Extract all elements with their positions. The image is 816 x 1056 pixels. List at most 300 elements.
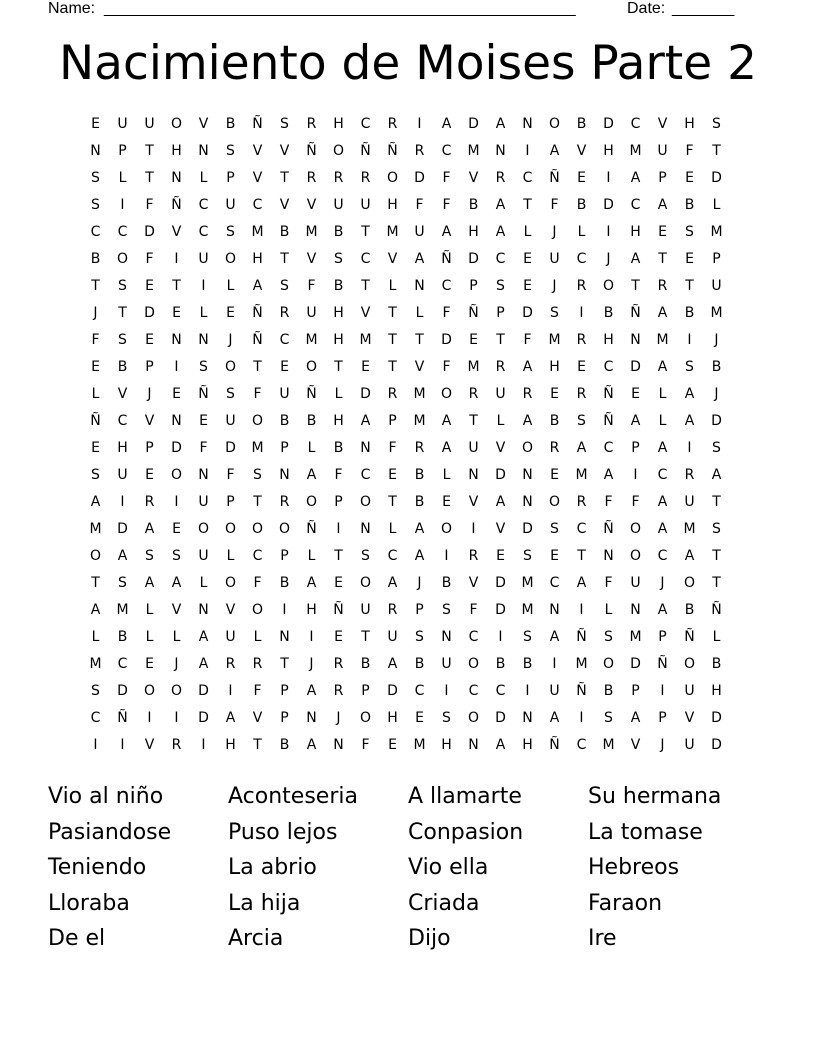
grid-letter[interactable]: S: [604, 710, 613, 726]
grid-letter[interactable]: F: [604, 575, 613, 591]
grid-letter[interactable]: P: [658, 170, 667, 186]
grid-letter[interactable]: E: [91, 116, 100, 132]
grid-letter[interactable]: I: [93, 737, 98, 753]
grid-letter[interactable]: U: [198, 251, 209, 267]
grid-letter[interactable]: L: [496, 413, 505, 429]
grid-letter[interactable]: I: [309, 629, 314, 645]
grid-letter[interactable]: D: [603, 116, 614, 132]
grid-letter[interactable]: Ñ: [360, 143, 371, 159]
grid-letter[interactable]: N: [468, 467, 479, 483]
grid-letter[interactable]: M: [116, 602, 129, 618]
grid-letter[interactable]: S: [226, 224, 235, 240]
grid-letter[interactable]: A: [198, 629, 209, 645]
grid-letter[interactable]: B: [414, 494, 425, 510]
grid-letter[interactable]: T: [172, 278, 181, 294]
grid-letter[interactable]: V: [468, 494, 479, 510]
grid-letter[interactable]: U: [684, 494, 695, 510]
grid-letter[interactable]: T: [145, 143, 154, 159]
grid-letter[interactable]: L: [199, 170, 208, 186]
grid-letter[interactable]: V: [468, 575, 479, 591]
grid-letter[interactable]: E: [145, 467, 154, 483]
grid-letter[interactable]: M: [575, 656, 588, 672]
grid-letter[interactable]: M: [683, 521, 696, 537]
grid-letter[interactable]: R: [522, 386, 533, 402]
grid-letter[interactable]: J: [174, 656, 179, 672]
grid-letter[interactable]: A: [90, 494, 101, 510]
grid-letter[interactable]: U: [360, 602, 371, 618]
grid-letter[interactable]: C: [279, 332, 290, 348]
grid-letter[interactable]: T: [280, 170, 289, 186]
grid-letter[interactable]: U: [387, 629, 398, 645]
grid-letter[interactable]: T: [118, 305, 127, 321]
grid-letter[interactable]: Ñ: [711, 602, 722, 618]
grid-letter[interactable]: R: [387, 602, 398, 618]
grid-letter[interactable]: U: [333, 197, 344, 213]
grid-letter[interactable]: A: [306, 467, 317, 483]
grid-letter[interactable]: N: [549, 602, 560, 618]
date-field[interactable]: _______: [672, 0, 735, 17]
grid-letter[interactable]: E: [388, 737, 397, 753]
grid-letter[interactable]: S: [685, 359, 694, 375]
grid-letter[interactable]: A: [630, 170, 641, 186]
grid-letter[interactable]: V: [279, 143, 290, 159]
grid-letter[interactable]: P: [145, 359, 154, 375]
grid-letter[interactable]: I: [579, 710, 584, 726]
grid-letter[interactable]: A: [90, 602, 101, 618]
grid-letter[interactable]: C: [360, 251, 371, 267]
grid-letter[interactable]: J: [147, 386, 152, 402]
grid-letter[interactable]: M: [656, 332, 669, 348]
grid-letter[interactable]: A: [441, 116, 452, 132]
grid-letter[interactable]: O: [278, 521, 291, 537]
grid-letter[interactable]: D: [495, 575, 506, 591]
grid-letter[interactable]: M: [575, 467, 588, 483]
grid-letter[interactable]: O: [197, 521, 210, 537]
grid-letter[interactable]: S: [253, 467, 262, 483]
grid-letter[interactable]: E: [550, 386, 559, 402]
grid-letter[interactable]: Ñ: [630, 305, 641, 321]
grid-letter[interactable]: V: [171, 224, 182, 240]
grid-letter[interactable]: I: [282, 602, 287, 618]
grid-letter[interactable]: P: [658, 710, 667, 726]
grid-letter[interactable]: H: [333, 305, 344, 321]
grid-letter[interactable]: B: [603, 305, 614, 321]
grid-letter[interactable]: D: [711, 170, 722, 186]
grid-letter[interactable]: D: [711, 737, 722, 753]
grid-letter[interactable]: P: [280, 683, 289, 699]
grid-letter[interactable]: P: [631, 440, 640, 456]
grid-letter[interactable]: F: [388, 440, 397, 456]
grid-letter[interactable]: I: [174, 359, 179, 375]
grid-letter[interactable]: L: [145, 629, 154, 645]
grid-letter[interactable]: M: [629, 143, 642, 159]
grid-letter[interactable]: A: [495, 737, 506, 753]
grid-letter[interactable]: T: [388, 494, 397, 510]
grid-letter[interactable]: S: [199, 359, 208, 375]
grid-letter[interactable]: Ñ: [603, 386, 614, 402]
grid-letter[interactable]: P: [226, 494, 235, 510]
grid-letter[interactable]: L: [199, 305, 208, 321]
grid-letter[interactable]: J: [552, 278, 557, 294]
grid-letter[interactable]: R: [171, 737, 182, 753]
grid-letter[interactable]: C: [468, 629, 479, 645]
grid-letter[interactable]: Ñ: [549, 170, 560, 186]
grid-letter[interactable]: H: [387, 710, 398, 726]
grid-letter[interactable]: A: [495, 224, 506, 240]
grid-letter[interactable]: H: [252, 251, 263, 267]
grid-letter[interactable]: V: [468, 170, 479, 186]
grid-letter[interactable]: V: [414, 359, 425, 375]
grid-letter[interactable]: T: [388, 305, 397, 321]
grid-letter[interactable]: H: [333, 116, 344, 132]
grid-letter[interactable]: L: [658, 386, 667, 402]
grid-letter[interactable]: I: [336, 521, 341, 537]
grid-letter[interactable]: F: [361, 737, 370, 753]
grid-letter[interactable]: F: [253, 575, 262, 591]
grid-letter[interactable]: I: [444, 683, 449, 699]
grid-letter[interactable]: V: [252, 143, 263, 159]
grid-letter[interactable]: S: [550, 305, 559, 321]
grid-letter[interactable]: S: [91, 197, 100, 213]
grid-letter[interactable]: O: [305, 359, 318, 375]
grid-letter[interactable]: P: [712, 251, 721, 267]
grid-letter[interactable]: N: [441, 629, 452, 645]
grid-letter[interactable]: Ñ: [252, 116, 263, 132]
grid-letter[interactable]: D: [225, 440, 236, 456]
grid-letter[interactable]: U: [225, 413, 236, 429]
grid-letter[interactable]: J: [660, 575, 665, 591]
grid-letter[interactable]: L: [415, 305, 424, 321]
grid-letter[interactable]: A: [549, 629, 560, 645]
grid-letter[interactable]: S: [361, 548, 370, 564]
grid-letter[interactable]: N: [279, 629, 290, 645]
grid-letter[interactable]: S: [280, 116, 289, 132]
grid-letter[interactable]: F: [685, 143, 694, 159]
grid-letter[interactable]: E: [685, 170, 694, 186]
grid-letter[interactable]: B: [306, 413, 317, 429]
grid-letter[interactable]: C: [576, 251, 587, 267]
grid-letter[interactable]: T: [712, 143, 721, 159]
grid-letter[interactable]: I: [471, 521, 476, 537]
grid-letter[interactable]: O: [251, 521, 264, 537]
grid-letter[interactable]: S: [550, 521, 559, 537]
grid-letter[interactable]: V: [387, 251, 398, 267]
grid-letter[interactable]: L: [91, 386, 100, 402]
grid-letter[interactable]: S: [91, 170, 100, 186]
grid-letter[interactable]: O: [602, 278, 615, 294]
grid-letter[interactable]: A: [495, 116, 506, 132]
grid-letter[interactable]: D: [603, 197, 614, 213]
grid-letter[interactable]: F: [334, 467, 343, 483]
grid-letter[interactable]: A: [684, 413, 695, 429]
grid-letter[interactable]: C: [441, 143, 452, 159]
grid-letter[interactable]: V: [225, 602, 236, 618]
grid-letter[interactable]: V: [117, 386, 128, 402]
grid-letter[interactable]: C: [522, 170, 533, 186]
grid-letter[interactable]: O: [305, 494, 318, 510]
grid-letter[interactable]: S: [91, 683, 100, 699]
grid-letter[interactable]: O: [224, 521, 237, 537]
grid-letter[interactable]: S: [685, 224, 694, 240]
grid-letter[interactable]: D: [117, 521, 128, 537]
grid-letter[interactable]: N: [522, 116, 533, 132]
grid-letter[interactable]: S: [91, 467, 100, 483]
grid-letter[interactable]: N: [333, 737, 344, 753]
grid-letter[interactable]: O: [440, 386, 453, 402]
grid-letter[interactable]: A: [306, 737, 317, 753]
grid-letter[interactable]: D: [441, 332, 452, 348]
grid-letter[interactable]: J: [606, 251, 611, 267]
grid-letter[interactable]: P: [469, 278, 478, 294]
grid-letter[interactable]: B: [360, 656, 371, 672]
grid-letter[interactable]: N: [198, 332, 209, 348]
grid-letter[interactable]: A: [657, 359, 668, 375]
grid-letter[interactable]: R: [684, 467, 695, 483]
grid-letter[interactable]: T: [253, 359, 262, 375]
grid-letter[interactable]: E: [334, 575, 343, 591]
grid-letter[interactable]: L: [91, 629, 100, 645]
grid-letter[interactable]: Ñ: [603, 413, 614, 429]
grid-letter[interactable]: R: [387, 386, 398, 402]
grid-letter[interactable]: N: [90, 143, 101, 159]
grid-letter[interactable]: P: [145, 440, 154, 456]
grid-letter[interactable]: S: [712, 521, 721, 537]
grid-letter[interactable]: O: [467, 656, 480, 672]
grid-letter[interactable]: C: [495, 251, 506, 267]
grid-letter[interactable]: P: [226, 170, 235, 186]
grid-letter[interactable]: D: [414, 170, 425, 186]
grid-letter[interactable]: N: [171, 413, 182, 429]
grid-letter[interactable]: R: [414, 143, 425, 159]
grid-letter[interactable]: E: [523, 278, 532, 294]
grid-letter[interactable]: R: [495, 359, 506, 375]
grid-letter[interactable]: V: [144, 737, 155, 753]
grid-letter[interactable]: Ñ: [603, 521, 614, 537]
grid-letter[interactable]: V: [171, 602, 182, 618]
grid-letter[interactable]: S: [415, 629, 424, 645]
grid-letter[interactable]: R: [576, 332, 587, 348]
grid-letter[interactable]: S: [523, 629, 532, 645]
grid-letter[interactable]: R: [414, 440, 425, 456]
grid-letter[interactable]: I: [606, 170, 611, 186]
grid-letter[interactable]: V: [144, 413, 155, 429]
grid-letter[interactable]: R: [576, 386, 587, 402]
grid-letter[interactable]: D: [495, 602, 506, 618]
grid-letter[interactable]: O: [359, 710, 372, 726]
grid-letter[interactable]: U: [360, 197, 371, 213]
grid-letter[interactable]: H: [684, 116, 695, 132]
grid-letter[interactable]: A: [387, 575, 398, 591]
grid-letter[interactable]: M: [305, 332, 318, 348]
grid-letter[interactable]: C: [360, 116, 371, 132]
grid-letter[interactable]: N: [171, 170, 182, 186]
grid-letter[interactable]: A: [522, 413, 533, 429]
grid-letter[interactable]: J: [228, 332, 233, 348]
grid-letter[interactable]: O: [629, 548, 642, 564]
grid-letter[interactable]: F: [631, 494, 640, 510]
grid-letter[interactable]: O: [251, 413, 264, 429]
grid-letter[interactable]: E: [91, 440, 100, 456]
grid-letter[interactable]: A: [630, 710, 641, 726]
grid-letter[interactable]: E: [577, 359, 586, 375]
grid-letter[interactable]: A: [576, 575, 587, 591]
grid-letter[interactable]: E: [145, 278, 154, 294]
grid-letter[interactable]: U: [684, 683, 695, 699]
grid-letter[interactable]: B: [711, 656, 722, 672]
grid-letter[interactable]: D: [171, 440, 182, 456]
grid-letter[interactable]: M: [359, 332, 372, 348]
grid-letter[interactable]: V: [360, 305, 371, 321]
grid-letter[interactable]: I: [498, 629, 503, 645]
grid-letter[interactable]: U: [441, 656, 452, 672]
grid-letter[interactable]: C: [414, 683, 425, 699]
grid-letter[interactable]: E: [577, 170, 586, 186]
grid-letter[interactable]: S: [604, 629, 613, 645]
grid-letter[interactable]: P: [415, 602, 424, 618]
grid-letter[interactable]: V: [576, 143, 587, 159]
grid-letter[interactable]: B: [684, 305, 695, 321]
grid-letter[interactable]: N: [495, 143, 506, 159]
grid-letter[interactable]: H: [441, 737, 452, 753]
grid-letter[interactable]: E: [145, 656, 154, 672]
grid-letter[interactable]: A: [603, 467, 614, 483]
grid-letter[interactable]: B: [279, 575, 290, 591]
grid-letter[interactable]: F: [199, 440, 208, 456]
grid-letter[interactable]: Ñ: [198, 386, 209, 402]
grid-letter[interactable]: B: [414, 656, 425, 672]
grid-letter[interactable]: N: [306, 710, 317, 726]
grid-letter[interactable]: V: [684, 710, 695, 726]
grid-letter[interactable]: U: [549, 683, 560, 699]
grid-letter[interactable]: T: [631, 278, 640, 294]
grid-letter[interactable]: H: [333, 413, 344, 429]
grid-letter[interactable]: D: [198, 710, 209, 726]
grid-letter[interactable]: B: [495, 656, 506, 672]
grid-letter[interactable]: C: [630, 197, 641, 213]
grid-letter[interactable]: D: [468, 251, 479, 267]
grid-letter[interactable]: A: [630, 413, 641, 429]
grid-letter[interactable]: I: [417, 116, 422, 132]
grid-letter[interactable]: J: [417, 575, 422, 591]
grid-letter[interactable]: H: [522, 737, 533, 753]
grid-letter[interactable]: T: [658, 251, 667, 267]
grid-letter[interactable]: S: [577, 413, 586, 429]
grid-letter[interactable]: R: [333, 683, 344, 699]
grid-letter[interactable]: Ñ: [306, 143, 317, 159]
grid-letter[interactable]: C: [387, 548, 398, 564]
grid-letter[interactable]: I: [687, 440, 692, 456]
grid-letter[interactable]: P: [280, 548, 289, 564]
grid-letter[interactable]: E: [388, 467, 397, 483]
grid-letter[interactable]: U: [225, 629, 236, 645]
grid-letter[interactable]: Ñ: [576, 683, 587, 699]
grid-letter[interactable]: F: [442, 197, 451, 213]
grid-letter[interactable]: B: [684, 602, 695, 618]
grid-letter[interactable]: M: [89, 656, 102, 672]
grid-letter[interactable]: Ñ: [387, 143, 398, 159]
grid-letter[interactable]: L: [712, 197, 721, 213]
grid-letter[interactable]: J: [714, 332, 719, 348]
grid-letter[interactable]: H: [225, 737, 236, 753]
grid-letter[interactable]: O: [116, 251, 129, 267]
grid-letter[interactable]: P: [280, 710, 289, 726]
grid-letter[interactable]: I: [444, 548, 449, 564]
grid-letter[interactable]: C: [549, 575, 560, 591]
grid-letter[interactable]: E: [631, 386, 640, 402]
grid-letter[interactable]: O: [683, 575, 696, 591]
grid-letter[interactable]: T: [361, 278, 370, 294]
grid-letter[interactable]: M: [413, 413, 426, 429]
grid-letter[interactable]: U: [468, 440, 479, 456]
grid-letter[interactable]: C: [495, 683, 506, 699]
grid-letter[interactable]: B: [333, 224, 344, 240]
grid-letter[interactable]: M: [386, 224, 399, 240]
grid-letter[interactable]: S: [226, 386, 235, 402]
grid-letter[interactable]: C: [630, 116, 641, 132]
grid-letter[interactable]: B: [441, 575, 452, 591]
grid-letter[interactable]: S: [334, 251, 343, 267]
grid-letter[interactable]: S: [712, 116, 721, 132]
grid-letter[interactable]: A: [198, 656, 209, 672]
grid-letter[interactable]: S: [442, 602, 451, 618]
grid-letter[interactable]: C: [117, 224, 128, 240]
grid-letter[interactable]: Ñ: [333, 602, 344, 618]
grid-letter[interactable]: Ñ: [117, 710, 128, 726]
grid-letter[interactable]: E: [361, 359, 370, 375]
grid-letter[interactable]: L: [523, 224, 532, 240]
grid-letter[interactable]: P: [118, 143, 127, 159]
grid-letter[interactable]: D: [495, 467, 506, 483]
grid-letter[interactable]: T: [712, 575, 721, 591]
grid-letter[interactable]: A: [711, 467, 722, 483]
grid-letter[interactable]: V: [252, 710, 263, 726]
grid-letter[interactable]: A: [549, 710, 560, 726]
grid-letter[interactable]: T: [145, 170, 154, 186]
grid-letter[interactable]: I: [120, 494, 125, 510]
grid-letter[interactable]: T: [469, 413, 478, 429]
grid-letter[interactable]: S: [118, 278, 127, 294]
grid-letter[interactable]: F: [253, 386, 262, 402]
grid-letter[interactable]: O: [386, 170, 399, 186]
grid-letter[interactable]: H: [333, 332, 344, 348]
grid-letter[interactable]: O: [683, 656, 696, 672]
grid-letter[interactable]: C: [657, 548, 668, 564]
grid-letter[interactable]: Ñ: [252, 332, 263, 348]
grid-letter[interactable]: R: [576, 494, 587, 510]
grid-letter[interactable]: I: [633, 467, 638, 483]
grid-letter[interactable]: E: [469, 332, 478, 348]
grid-letter[interactable]: R: [279, 494, 290, 510]
grid-letter[interactable]: E: [145, 332, 154, 348]
grid-letter[interactable]: C: [117, 413, 128, 429]
grid-letter[interactable]: Ñ: [576, 629, 587, 645]
grid-letter[interactable]: T: [388, 332, 397, 348]
grid-letter[interactable]: M: [413, 737, 426, 753]
grid-letter[interactable]: P: [280, 440, 289, 456]
grid-letter[interactable]: R: [549, 440, 560, 456]
grid-letter[interactable]: N: [198, 467, 209, 483]
grid-letter[interactable]: U: [144, 116, 155, 132]
grid-letter[interactable]: D: [144, 224, 155, 240]
grid-letter[interactable]: R: [225, 656, 236, 672]
grid-letter[interactable]: N: [522, 494, 533, 510]
grid-letter[interactable]: A: [441, 440, 452, 456]
grid-letter[interactable]: E: [658, 224, 667, 240]
grid-letter[interactable]: M: [710, 224, 723, 240]
grid-letter[interactable]: Ñ: [90, 413, 101, 429]
grid-letter[interactable]: M: [602, 737, 615, 753]
grid-letter[interactable]: C: [198, 224, 209, 240]
